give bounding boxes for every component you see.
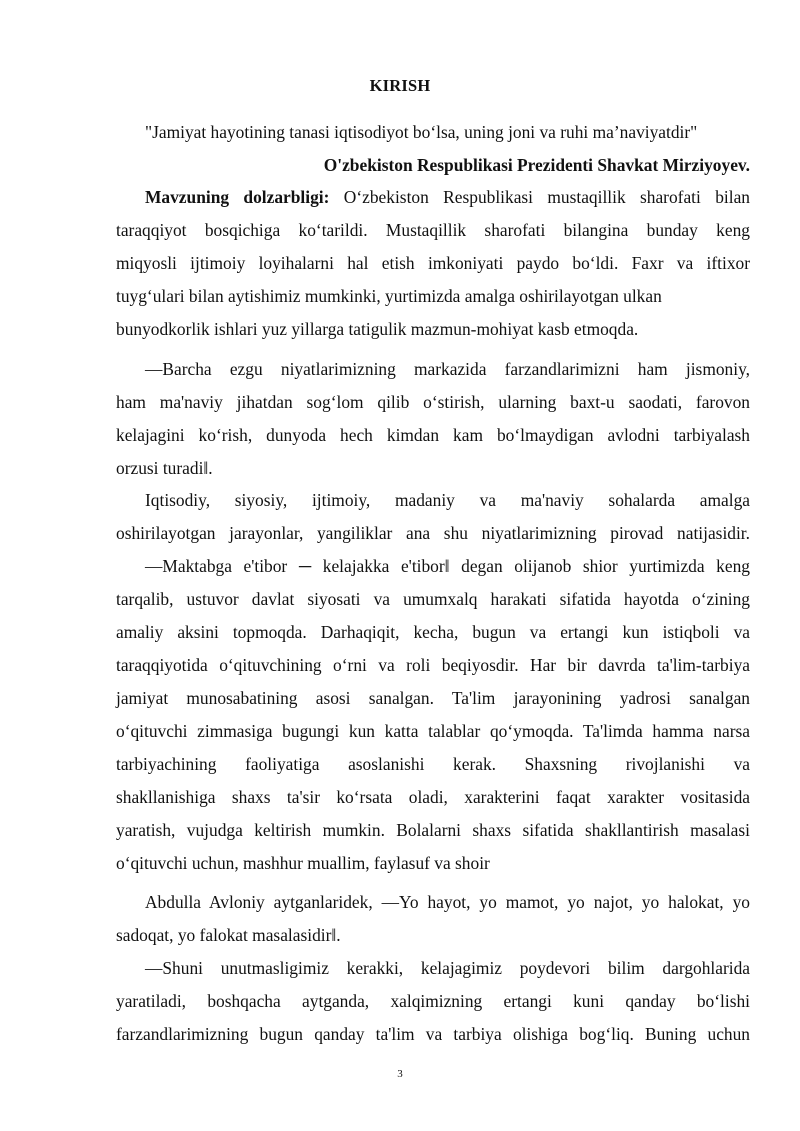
text-line: kelajagini ko‘rish, dunyoda hech kimdan kam bo‘lmaydigan avlodni tarbiyalash [116,425,750,445]
text-line: tarqalib, ustuvor davlat siyosati va umumxalq harakati sifatida hayotda o‘zining [116,589,750,609]
text-line: oshirilayotgan jarayonlar, yangiliklar ana shu niyatlarimizning pirovad natijasidir. [116,523,750,543]
epigraph-author: O'zbekiston Respublikasi Prezidenti Shavkat Mirziyoyev. [323,155,750,175]
epigraph-quote: "Jamiyat hayotining tanasi iqtisodiyot bo‘lsa, uning joni va ruhi ma’naviyatdir" [145,122,698,142]
text-line: jamiyat munosabatining asosi sanalgan. Ta'lim jarayonining yadrosi sanalgan [116,688,750,708]
text-line: o‘qituvchi zimmasiga bugungi kun katta talablar qo‘ymoqda. Ta'limda hamma narsa [116,721,750,741]
text-line-fragment: O‘zbekiston Respublikasi mustaqillik sharofati bilan [343,187,750,207]
text-line: ―Shuni unutmasligimiz kerakki, kelajagimiz poydevori bilim dargohlarida [145,958,750,978]
text-line: bunyodkorlik ishlari yuz yillarga tatigulik mazmun-mohiyat kasb etmoqda. [116,319,639,339]
text-line: miqyosli ijtimoiy loyihalarni hal etish imkoniyati paydo bo‘ldi. Faxr va iftixor [116,253,750,273]
text-line: ham ma'naviy jihatdan sog‘lom qilib o‘stirish, ularning baxt-u saodati, farovon [116,392,750,412]
relevance-label: Mavzuning dolzarbligi: [145,187,330,207]
text-line: tarbiyachining faoliyatiga asoslanishi kerak. Shaxsning rivojlanishi va [116,754,750,774]
text-line: orzusi turadi‖. [116,458,213,478]
text-line: ―Barcha ezgu niyatlarimizning markazida farzandlarimizni ham jismoniy, [145,359,750,379]
text-line: yaratish, vujudga keltirish mumkin. Bolalarni shaxs sifatida shakllantirish masalasi [116,820,750,840]
text-line: tuyg‘ulari bilan aytishimiz mumkinki, yurtimizda amalga oshirilayotgan ulkan [116,286,662,306]
text-line: Abdulla Avloniy aytganlaridek, ―Yo hayot, yo mamot, yo najot, yo halokat, yo [145,892,750,912]
text-line [145,186,750,208]
text-line: sadoqat, yo falokat masalasidir‖. [116,925,341,945]
section-title: KIRISH [369,76,431,95]
text-line: farzandlarimizning bugun qanday ta'lim va tarbiya olishiga bog‘liq. Buning uchun [116,1024,750,1044]
page-number: 3 [397,1068,403,1080]
text-line: taraqqiyotida o‘qituvchining o‘rni va roli beqiyosdir. Har bir davrda ta'lim-tarbiya [116,655,750,675]
text-line: Iqtisodiy, siyosiy, ijtimoiy, madaniy va ma'naviy sohalarda amalga [145,490,750,510]
text-line: yaratiladi, boshqacha aytganda, xalqimizning ertangi kuni qanday bo‘lishi [116,991,750,1011]
text-line: amaliy aksini topmoqda. Darhaqiqit, kecha, bugun va ertangi kun istiqboli va [116,622,750,642]
text-line: ―Maktabga e'tibor ─ kelajakka e'tibor‖ degan olijanob shior yurtimizda keng [145,556,750,576]
text-line: o‘qituvchi uchun, mashhur muallim, faylasuf va shoir [116,853,490,873]
text-line: taraqqiyot bosqichiga ko‘tarildi. Mustaqillik sharofati bilangina bunday keng [116,220,750,240]
text-line: shakllanishiga shaxs ta'sir ko‘rsata oladi, xarakterini faqat xarakter vositasida [116,787,750,807]
